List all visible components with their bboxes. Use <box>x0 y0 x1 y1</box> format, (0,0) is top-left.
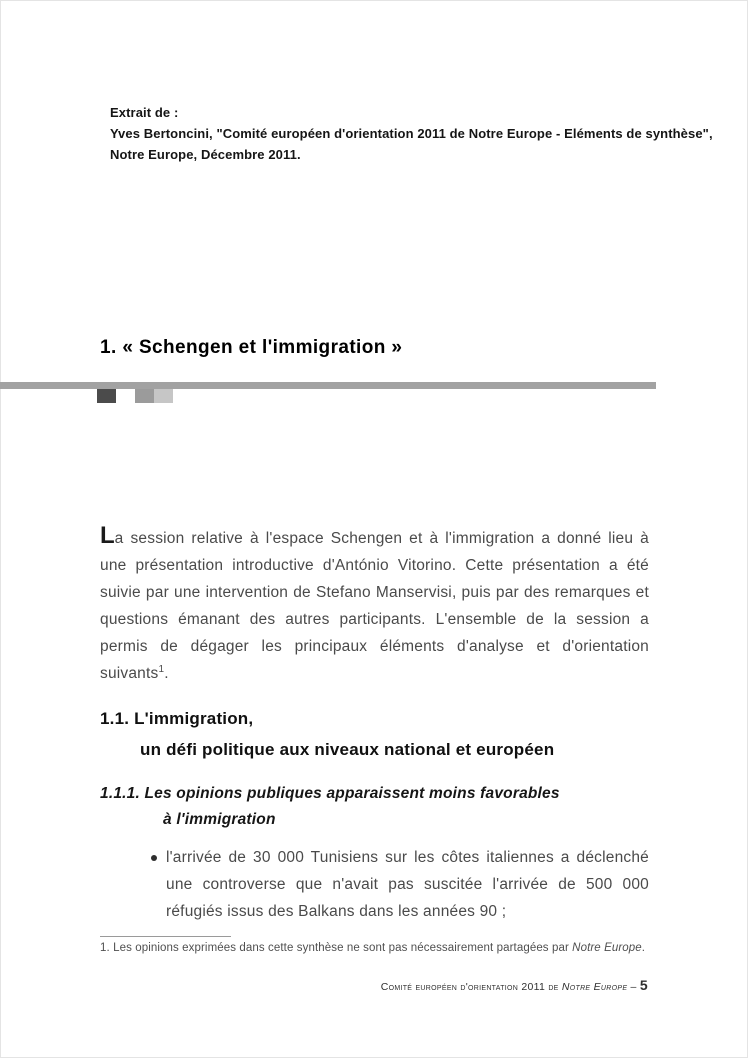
decor-square-medium <box>135 389 154 403</box>
dropcap-letter: L <box>100 522 115 549</box>
decor-square-light <box>154 389 173 403</box>
footnote-italic: Notre Europe <box>572 942 642 954</box>
page-number: 5 <box>639 977 648 993</box>
page-footer <box>381 977 648 993</box>
footnote-divider <box>100 936 231 937</box>
bullet-text: l'arrivée de 30 000 Tunisiens sur les côtes italiennes a déclenché une controverse que n'avait pas suscitée l'arrivée de 500 000 réfugiés issus des Balkans dans les années 90 ; <box>166 849 649 920</box>
intro-period: . <box>164 665 169 682</box>
footnote-body: 1. Les opinions exprimées dans cette synthèse ne sont pas nécessairement partagées par <box>100 942 573 954</box>
section-heading-line2: un défi politique aux niveaux national et européen <box>140 740 555 759</box>
subsection-heading-line2: à l'immigration <box>163 811 276 828</box>
footer-dash: – <box>627 981 640 993</box>
extract-note <box>110 102 713 165</box>
footnote-period: . <box>641 942 646 954</box>
footnote-reference: 1 <box>158 663 165 675</box>
footnote-text <box>100 942 660 954</box>
divider-bar <box>0 382 656 389</box>
section-heading-line1: 1.1. L'immigration, <box>100 709 254 728</box>
intro-text: a session relative à l'espace Schengen et à l'immigration a donné lieu à une présentation introductive d'António Vitorino. Cette présentation a été suivie par une intervention de Stefano Manservisi, puis par des remarques et questions émanant des autres participants. L'ensemble de la session a permis de dégager les principaux éléments d'analyse et d'orientation suivants <box>100 530 649 682</box>
subsection-heading-line1: 1.1.1. Les opinions publiques apparaissent moins favorables <box>100 785 560 802</box>
intro-paragraph <box>100 522 649 687</box>
footer-publication-name: Notre Europe <box>561 981 628 993</box>
subsection-heading <box>100 781 560 833</box>
extract-line-2: Yves Bertoncini, "Comité européen d'orientation 2011 de Notre Europe - Eléments de synthèse", <box>110 126 713 141</box>
chapter-title: 1. « Schengen et l'immigration » <box>100 337 403 358</box>
section-heading <box>100 703 554 765</box>
footer-text: Comité européen d'orientation 2011 de <box>380 981 562 993</box>
decor-square-dark <box>97 389 116 403</box>
bullet-icon <box>151 855 157 861</box>
bullet-item <box>151 844 649 925</box>
extract-line-1: Extrait de : <box>110 105 179 120</box>
extract-line-3: Notre Europe, Décembre 2011. <box>110 147 301 162</box>
